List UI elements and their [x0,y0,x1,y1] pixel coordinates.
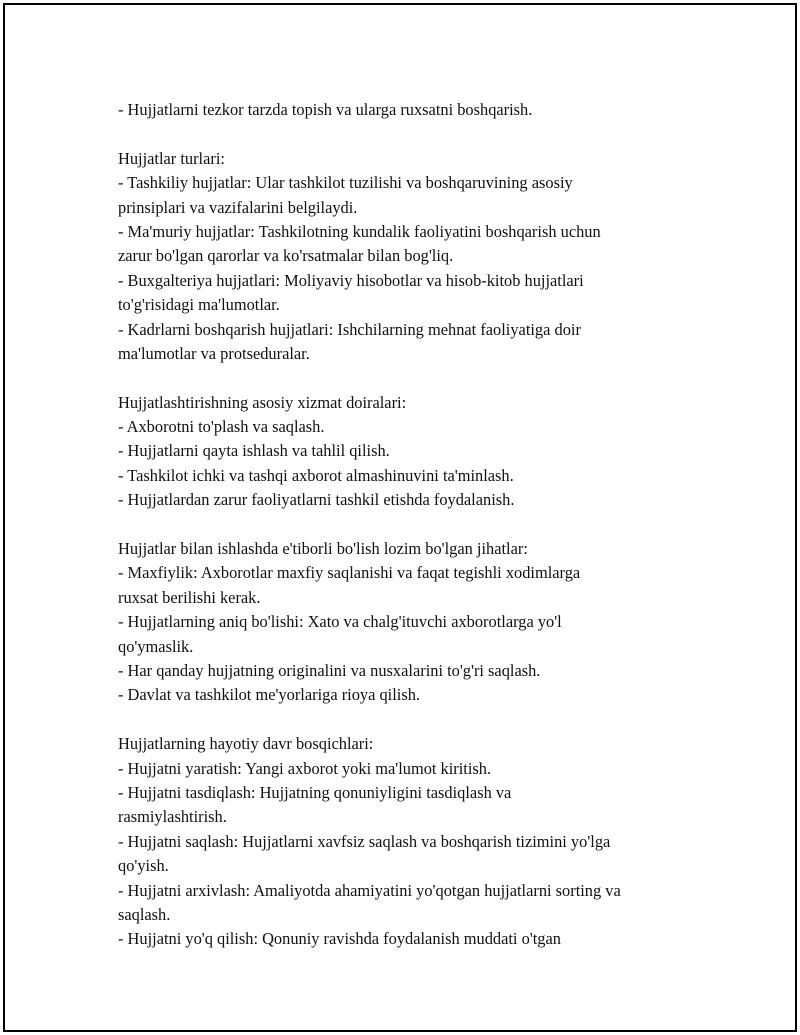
section-attention-points [118,537,708,708]
list-item: - Davlat va tashkilot me'yorlariga rioya qilish. [118,685,421,705]
list-item: - Hujjatlarni tezkor tarzda topish va ularga ruxsatni boshqarish. [118,100,533,119]
list-item: - Hujjatni arxivlash: Amaliyotda ahamiyatini yo'qotgan hujjatlarni sorting va [118,880,621,900]
list-item-continuation: rasmiylashtirish. [118,807,227,827]
section-heading: Hujjatlar bilan ishlashda e'tiborli bo'lish lozim bo'lgan jihatlar: [118,539,528,559]
section-heading: Hujjatlarning hayotiy davr bosqichlari: [118,734,374,754]
list-item-continuation: saqlash. [118,904,171,924]
list-item: - Kadrlarni boshqarish hujjatlari: Ishchilarning mehnat faoliyatiga doir [118,319,581,339]
section-intro [118,98,708,122]
document-page [3,3,797,1032]
section-heading: Hujjatlashtirishning asosiy xizmat doiralari: [118,392,407,412]
list-item-continuation: qo'yish. [118,856,169,876]
list-item: - Hujjatlarning aniq bo'lishi: Xato va chalg'ituvchi axborotlarga yo'l [118,612,562,632]
section-document-types [118,147,708,367]
list-item-continuation: ma'lumotlar va protseduralar. [118,343,310,363]
list-item-continuation: ruxsat berilishi kerak. [118,587,261,607]
list-item: - Hujjatlarni qayta ishlash va tahlil qilish. [118,441,390,461]
list-item: - Tashkilot ichki va tashqi axborot almashinuvini ta'minlash. [118,465,514,485]
list-item-continuation: qo'ymaslik. [118,636,194,656]
list-item: - Hujjatlardan zarur faoliyatlarni tashkil etishda foydalanish. [118,490,515,510]
list-item-continuation: to'g'risidagi ma'lumotlar. [118,295,280,315]
section-lifecycle-stages [118,732,708,952]
paragraph-gap [118,513,708,537]
paragraph-gap [118,366,708,390]
document-body [118,98,708,952]
list-item: - Ma'muriy hujjatlar: Tashkilotning kundalik faoliyatini boshqarish uchun [118,221,601,241]
list-item: - Hujjatni yaratish: Yangi axborot yoki ma'lumot kiritish. [118,758,492,778]
paragraph-gap [118,708,708,732]
section-heading: Hujjatlar turlari: [118,148,225,168]
section-service-areas [118,391,708,513]
list-item: - Maxfiylik: Axborotlar maxfiy saqlanishi va faqat tegishli xodimlarga [118,563,581,583]
list-item: - Har qanday hujjatning originalini va nusxalarini to'g'ri saqlash. [118,660,541,680]
list-item: - Hujjatni saqlash: Hujjatlarni xavfsiz saqlash va boshqarish tizimini yo'lga [118,831,611,851]
list-item: - Buxgalteriya hujjatlari: Moliyaviy hisobotlar va hisob-kitob hujjatlari [118,270,584,290]
list-item: - Tashkiliy hujjatlar: Ular tashkilot tuzilishi va boshqaruvining asosiy [118,173,573,193]
paragraph-gap [118,122,708,146]
list-item: - Hujjatni yo'q qilish: Qonuniy ravishda foydalanish muddati o'tgan [118,929,561,949]
list-item: - Hujjatni tasdiqlash: Hujjatning qonuniyligini tasdiqlash va [118,782,512,802]
list-item: - Axborotni to'plash va saqlash. [118,417,325,437]
list-item-continuation: zarur bo'lgan qarorlar va ko'rsatmalar bilan bog'liq. [118,246,454,266]
list-item-continuation: prinsiplari va vazifalarini belgilaydi. [118,197,358,217]
